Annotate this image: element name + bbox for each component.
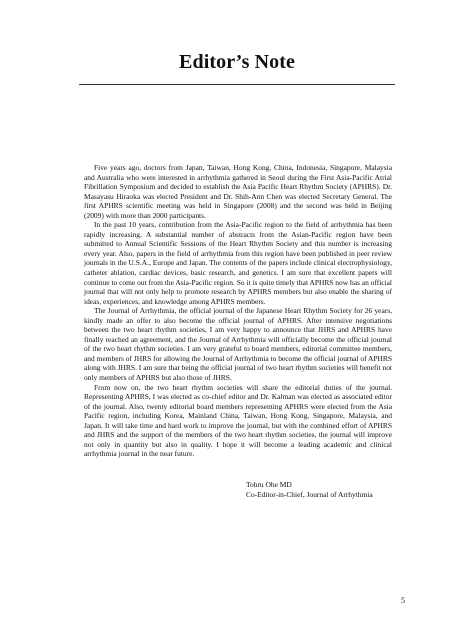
signature-block bbox=[246, 480, 373, 500]
page-number: 5 bbox=[401, 596, 405, 605]
paragraph-4: From now on, the two heart rhythm societies will share the editorial duties of the journal. Representing APHRS, I was elected as co-chief editor and Dr. Kalman was elected as associated editor of the journal. Also, twenty editorial board members representing APHRS were elected from the Asia Pacific region, including Korea, Mainland China, Taiwan, Hong Kong, Singapore, Malaysia, and Japan. It will take time and hard work to improve the journal, but with the combined effort of APHRS and JHRS and the support of the members of the two heart rhythm societies, the journal will improve not only in quantity but also in quality. I hope it will become a leading academic and clinical arrhythmia journal in the near future. bbox=[84, 382, 392, 459]
paragraph-2: In the past 10 years, contribution from the Asia-Pacific region to the field of arrhythmia has been rapidly increasing. A substantial number of abstracts from the Asian-Pacific region have been submitted to Annual Scientific Sessions of the Heart Rhythm Society and this number is increasing every year. Also, papers in the field of arrhythmia from this region have been published in peer review journals in the U.S.A., Europe and Japan. The contents of the papers include clinical electrophysiology, catheter ablation, cardiac devices, basic research, and genetics. I am sure that excellent papers will continue to come out from the Asia-Pacific region. So it is quite timely that APHRS now has an official journal that will not only help to promote research by APHRS members but also enable the sharing of ideas, experiences, and knowledge among APHRS members. bbox=[84, 220, 392, 306]
author-name: Tohru Ohe MD bbox=[246, 480, 292, 489]
title-underline bbox=[79, 84, 395, 85]
page-title: Editor’s Note bbox=[179, 51, 295, 73]
author-role: Co-Editor-in-Chief, Journal of Arrhythmia bbox=[246, 490, 373, 499]
paragraph-1: Five years ago, doctors from Japan, Taiwan, Hong Kong, China, Indonesia, Singapore, Malaysia and Australia who were interested in arrhythmia gathered in Seoul during the First Asia-Pacific Atrial Fibrillation Symposium and decided to establish the Asia Pacific Heart Rhythm Society (APHRS). Dr. Masayasu Hiraoka was elected President and Dr. Shih-Ann Chen was elected Secretary General. The first APHRS scientific meeting was held in Singapore (2008) and the second was held in Beijing (2009) with more than 2000 participants. bbox=[84, 163, 392, 220]
title-block bbox=[0, 50, 474, 74]
paragraph-3: The Journal of Arrhythmia, the official journal of the Japanese Heart Rhythm Society for 26 years, kindly made an offer to also become the official journal of APHRS. After intensive negotiations between the two heart rhythm societies, I am very happy to announce that JHRS and APHRS have finally reached an agreement, and the Journal of Arrhythmia will officially become the official journal of the two heart rhythm societies. I am very grateful to board members, editorial committee members, and members of JHRS for allowing the Journal of Arrhythmia to become the official journal of APHRS along with JHRS. I am sure that being the official journal of two heart rhythm societies will benefit not only members of APHRS but also those of JHRS. bbox=[84, 306, 392, 383]
article-body bbox=[84, 163, 392, 459]
